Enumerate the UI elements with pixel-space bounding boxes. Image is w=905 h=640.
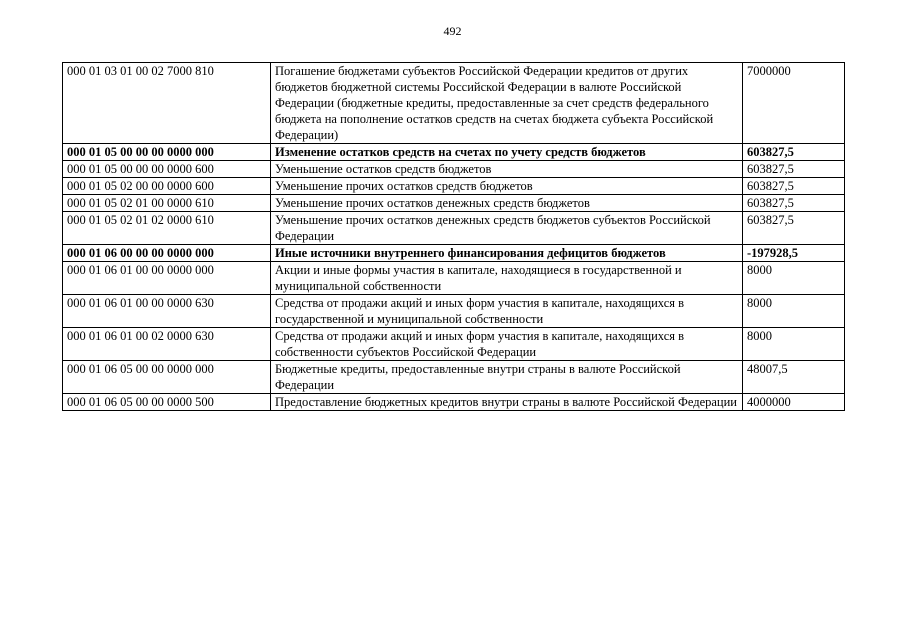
description-cell: Уменьшение прочих остатков денежных средств бюджетов (271, 195, 743, 212)
amount-cell: 8000 (743, 328, 845, 361)
budget-sources-table (62, 62, 845, 411)
description-cell: Изменение остатков средств на счетах по учету средств бюджетов (271, 144, 743, 161)
amount-cell: 603827,5 (743, 178, 845, 195)
budget-code-cell: 000 01 05 00 00 00 0000 000 (63, 144, 271, 161)
budget-code-cell: 000 01 03 01 00 02 7000 810 (63, 63, 271, 144)
table-row (63, 245, 845, 262)
description-cell: Уменьшение остатков средств бюджетов (271, 161, 743, 178)
table-row (63, 178, 845, 195)
budget-code-cell: 000 01 06 00 00 00 0000 000 (63, 245, 271, 262)
budget-code-cell: 000 01 05 00 00 00 0000 600 (63, 161, 271, 178)
amount-cell: 4000000 (743, 394, 845, 411)
budget-code-cell: 000 01 05 02 01 02 0000 610 (63, 212, 271, 245)
description-cell: Предоставление бюджетных кредитов внутри страны в валюте Российской Федерации (271, 394, 743, 411)
amount-cell: 8000 (743, 262, 845, 295)
table-row (63, 144, 845, 161)
table-row (63, 361, 845, 394)
table-row (63, 394, 845, 411)
budget-code-cell: 000 01 06 05 00 00 0000 000 (63, 361, 271, 394)
description-cell: Иные источники внутреннего финансирования дефицитов бюджетов (271, 245, 743, 262)
amount-cell: -197928,5 (743, 245, 845, 262)
amount-cell: 603827,5 (743, 144, 845, 161)
table-row (63, 63, 845, 144)
description-cell: Бюджетные кредиты, предоставленные внутри страны в валюте Российской Федерации (271, 361, 743, 394)
description-cell: Уменьшение прочих остатков денежных средств бюджетов субъектов Российской Федерации (271, 212, 743, 245)
budget-code-cell: 000 01 05 02 01 00 0000 610 (63, 195, 271, 212)
table-row (63, 295, 845, 328)
description-cell: Средства от продажи акций и иных форм участия в капитале, находящихся в собственности субъектов Российской Федерации (271, 328, 743, 361)
table-row (63, 195, 845, 212)
description-cell: Средства от продажи акций и иных форм участия в капитале, находящихся в государственной и муниципальной собственности (271, 295, 743, 328)
budget-code-cell: 000 01 06 01 00 02 0000 630 (63, 328, 271, 361)
page-number: 492 (443, 24, 462, 38)
budget-code-cell: 000 01 06 01 00 00 0000 000 (63, 262, 271, 295)
amount-cell: 603827,5 (743, 161, 845, 178)
description-cell: Погашение бюджетами субъектов Российской Федерации кредитов от других бюджетов бюджетной системы Российской Федерации в валюте Российской Федерации (бюджетные кредиты, предоставленные за счет средств федерального бюджета на пополнение остатков средств на счетах бюджета субъекта Российской Федерации) (271, 63, 743, 144)
budget-code-cell: 000 01 05 02 00 00 0000 600 (63, 178, 271, 195)
amount-cell: 603827,5 (743, 195, 845, 212)
table-row (63, 161, 845, 178)
amount-cell: 8000 (743, 295, 845, 328)
description-cell: Акции и иные формы участия в капитале, находящиеся в государственной и муниципальной собственности (271, 262, 743, 295)
budget-code-cell: 000 01 06 01 00 00 0000 630 (63, 295, 271, 328)
description-cell: Уменьшение прочих остатков средств бюджетов (271, 178, 743, 195)
amount-cell: 48007,5 (743, 361, 845, 394)
table-row (63, 262, 845, 295)
table-row (63, 328, 845, 361)
budget-code-cell: 000 01 06 05 00 00 0000 500 (63, 394, 271, 411)
amount-cell: 7000000 (743, 63, 845, 144)
amount-cell: 603827,5 (743, 212, 845, 245)
table-row (63, 212, 845, 245)
